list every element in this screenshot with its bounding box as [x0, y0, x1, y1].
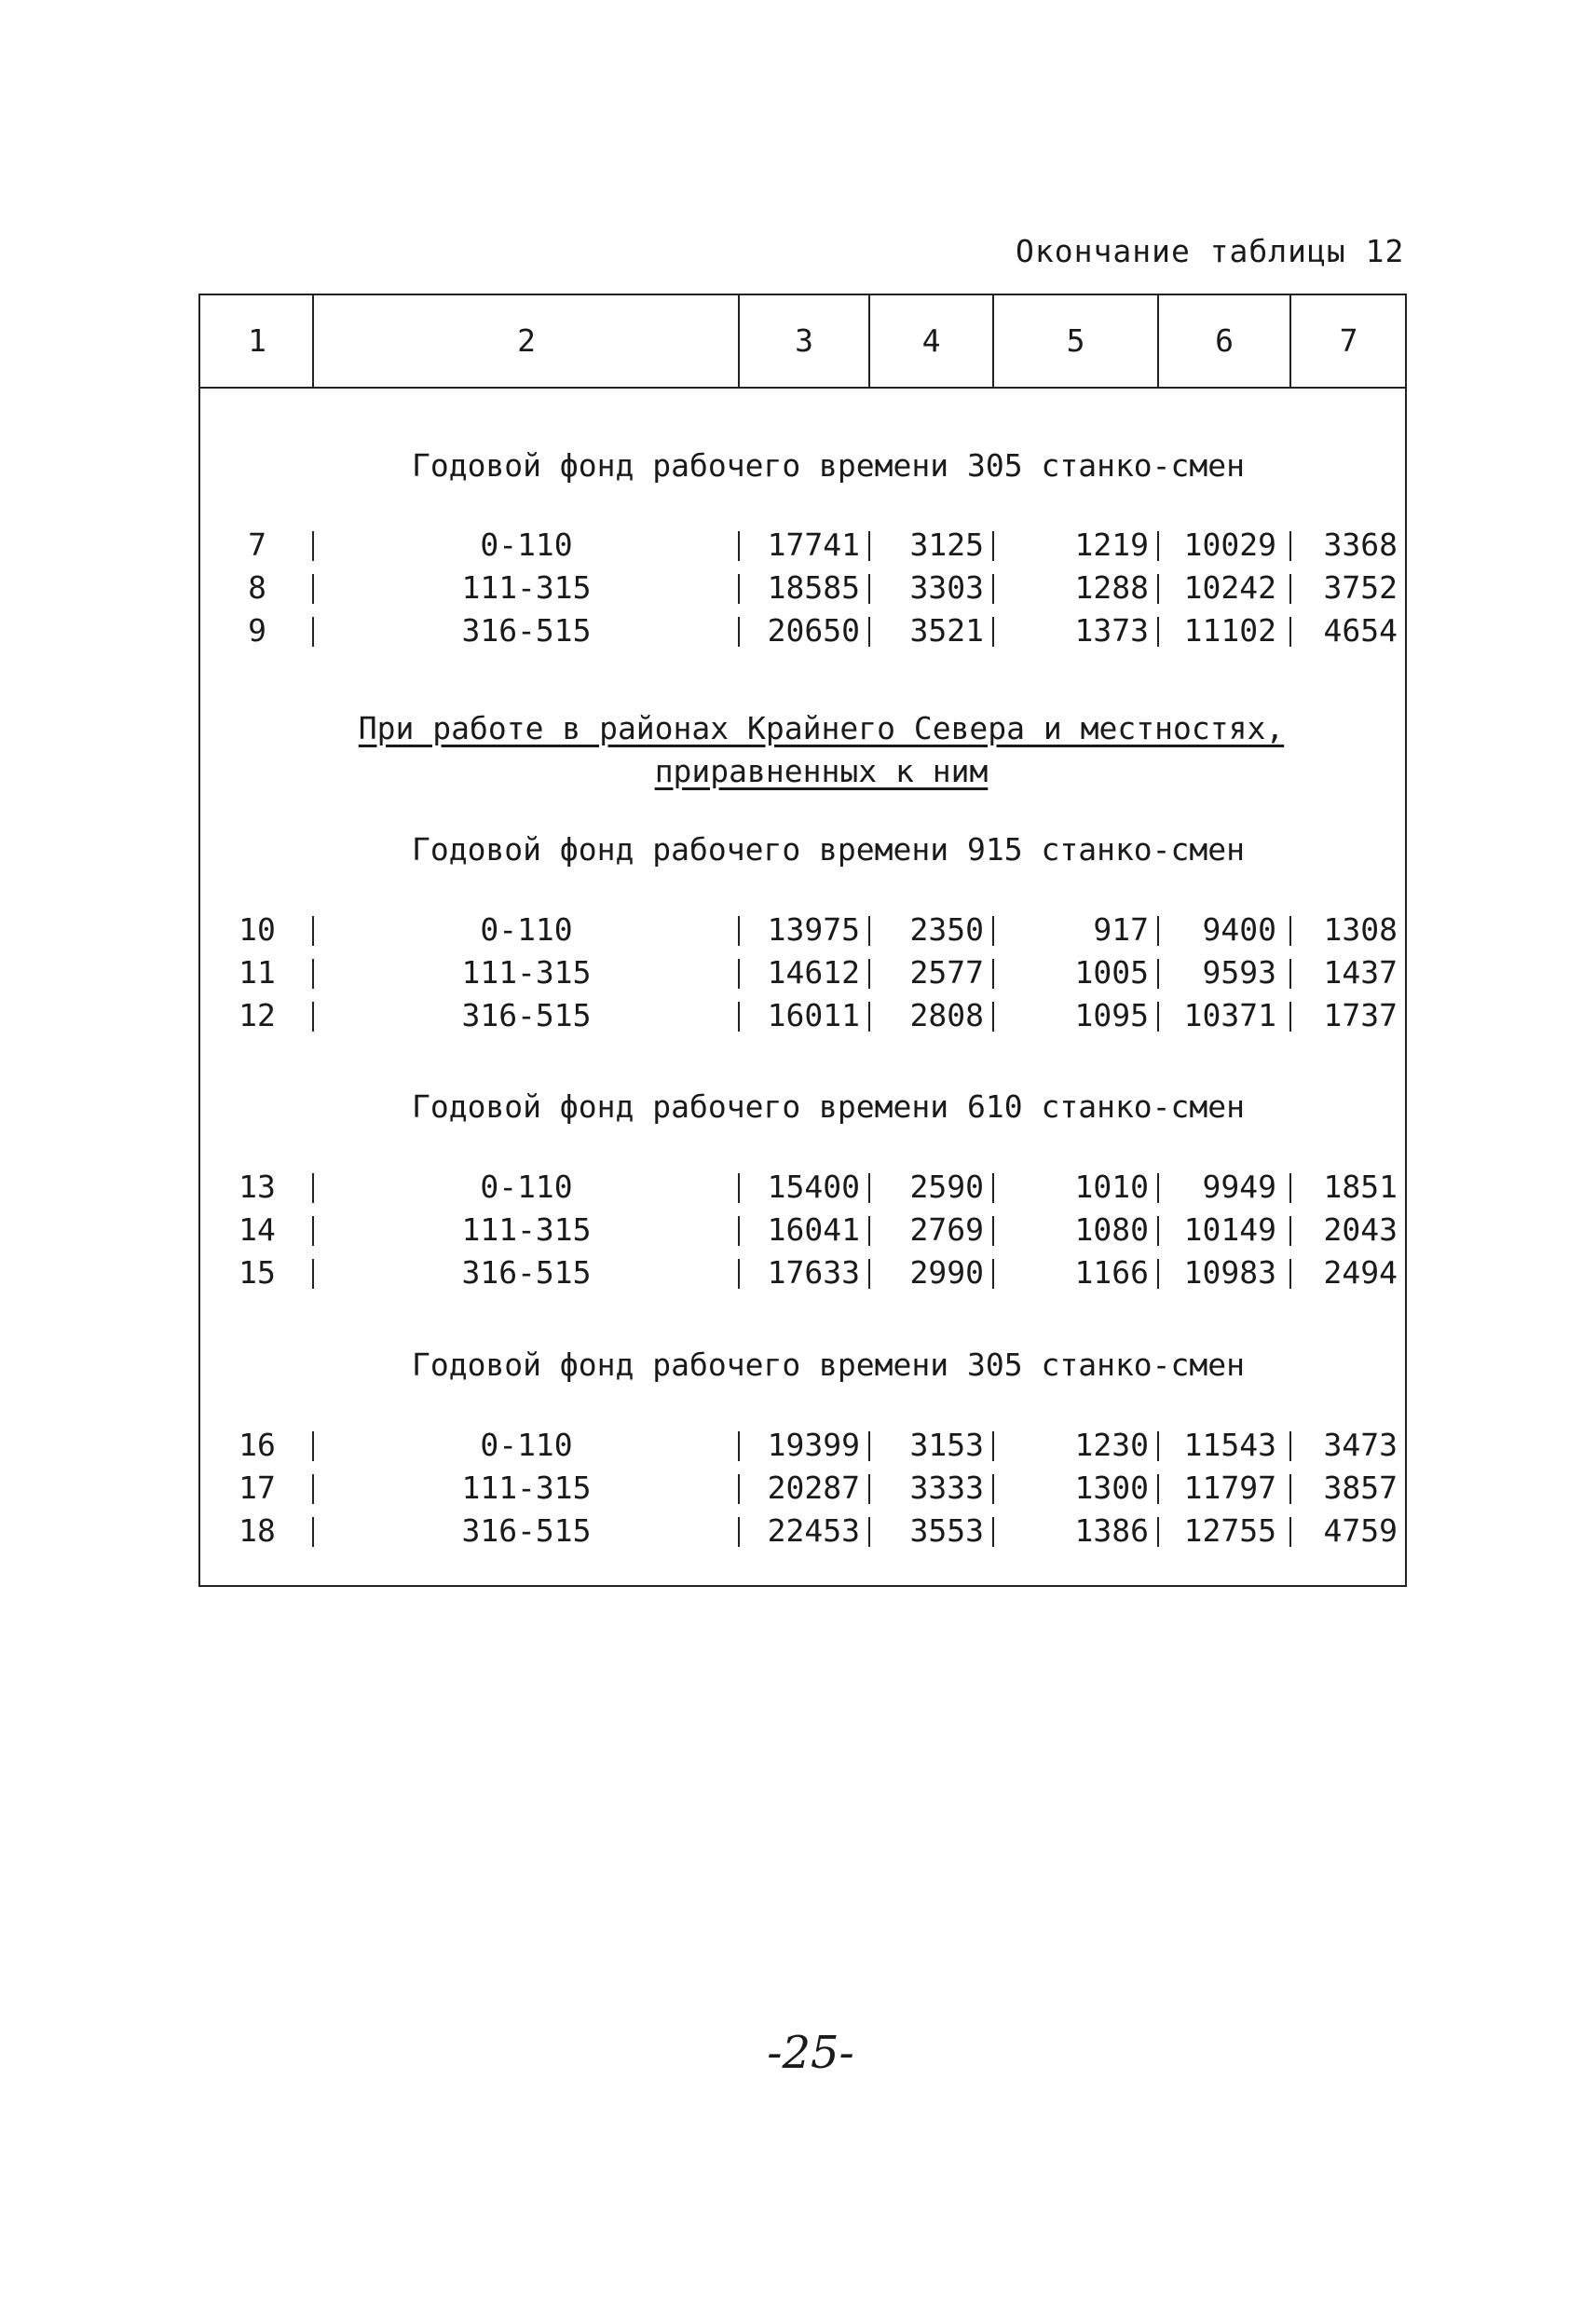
cell-value: 10371 [1183, 997, 1276, 1033]
column-header: 5 [1066, 322, 1085, 359]
cell-divider [992, 1474, 994, 1504]
cell-range: 316-515 [461, 1254, 592, 1291]
cell-divider [312, 1474, 314, 1504]
cell-value: 1373 [1074, 612, 1149, 649]
table-row [200, 1424, 1405, 1467]
data-table [198, 294, 1407, 1587]
cell-divider [738, 1216, 740, 1246]
cell-divider [868, 1173, 870, 1203]
cell-divider [1289, 531, 1291, 561]
cell-value: 2043 [1323, 1211, 1398, 1248]
cell-divider [1157, 1259, 1159, 1289]
cell-value: 1230 [1074, 1427, 1149, 1463]
column-header: 4 [921, 322, 941, 359]
cell-divider [738, 531, 740, 561]
cell-value: 2808 [909, 997, 984, 1033]
table-row [200, 951, 1405, 994]
cell-range: 316-515 [461, 997, 592, 1033]
cell-divider [992, 1431, 994, 1461]
cell-value: 14612 [767, 954, 860, 991]
cell-divider [868, 1259, 870, 1289]
cell-divider [1157, 959, 1159, 989]
cell-divider [992, 617, 994, 647]
cell-divider [312, 1173, 314, 1203]
table-row [200, 1166, 1405, 1209]
cell-value: 1288 [1074, 569, 1149, 606]
cell-divider [312, 959, 314, 989]
cell-value: 16011 [767, 997, 860, 1033]
cell-divider [1289, 916, 1291, 946]
cell-value: 15400 [767, 1169, 860, 1205]
cell-divider [1157, 1517, 1159, 1547]
cell-value: 19399 [767, 1427, 860, 1463]
cell-index: 18 [239, 1512, 276, 1549]
cell-divider [868, 1002, 870, 1032]
cell-value: 9593 [1202, 954, 1276, 991]
cell-index: 17 [239, 1470, 276, 1506]
cell-range: 0-110 [480, 1169, 573, 1205]
cell-divider [868, 916, 870, 946]
cell-value: 4654 [1323, 612, 1398, 649]
cell-value: 10242 [1183, 569, 1276, 606]
cell-value: 2590 [909, 1169, 984, 1205]
column-divider [868, 295, 870, 387]
cell-divider [738, 1259, 740, 1289]
cell-value: 2494 [1323, 1254, 1398, 1291]
cell-divider [312, 1216, 314, 1246]
section-title: Годовой фонд рабочего времени 915 станко-смен [411, 831, 1246, 868]
cell-index: 11 [239, 954, 276, 991]
cell-divider [992, 1173, 994, 1203]
cell-divider [1289, 1259, 1291, 1289]
cell-index: 12 [239, 997, 276, 1033]
cell-value: 1308 [1323, 911, 1398, 948]
cell-divider [738, 1002, 740, 1032]
cell-index: 15 [239, 1254, 276, 1291]
cell-divider [1289, 574, 1291, 604]
cell-divider [868, 1431, 870, 1461]
cell-divider [1157, 1173, 1159, 1203]
table-row [200, 1209, 1405, 1251]
table-body [200, 387, 1405, 1585]
cell-value: 2577 [909, 954, 984, 991]
cell-value: 1080 [1074, 1211, 1149, 1248]
cell-value: 12755 [1183, 1512, 1276, 1549]
cell-value: 3521 [909, 612, 984, 649]
cell-divider [312, 1259, 314, 1289]
cell-divider [738, 959, 740, 989]
cell-range: 316-515 [461, 1512, 592, 1549]
cell-divider [1157, 574, 1159, 604]
cell-divider [992, 1259, 994, 1289]
cell-value: 917 [1093, 911, 1149, 948]
column-divider [1289, 295, 1291, 387]
column-header: 1 [248, 322, 266, 359]
cell-value: 2990 [909, 1254, 984, 1291]
cell-divider [868, 574, 870, 604]
cell-divider [868, 1216, 870, 1246]
table-row [200, 609, 1405, 652]
column-header: 3 [795, 322, 813, 359]
cell-index: 13 [239, 1169, 276, 1205]
cell-divider [992, 1216, 994, 1246]
cell-divider [312, 617, 314, 647]
cell-value: 3752 [1323, 569, 1398, 606]
cell-value: 4759 [1323, 1512, 1398, 1549]
cell-value: 3368 [1323, 526, 1398, 563]
cell-divider [312, 1002, 314, 1032]
column-header: 6 [1215, 322, 1234, 359]
column-divider [1157, 295, 1159, 387]
cell-value: 18585 [767, 569, 860, 606]
cell-value: 16041 [767, 1211, 860, 1248]
cell-value: 3125 [909, 526, 984, 563]
cell-value: 1010 [1074, 1169, 1149, 1205]
cell-value: 1437 [1323, 954, 1398, 991]
cell-divider [312, 531, 314, 561]
cell-divider [1289, 1216, 1291, 1246]
cell-divider [312, 1517, 314, 1547]
cell-value: 10983 [1183, 1254, 1276, 1291]
cell-range: 111-315 [461, 954, 592, 991]
cell-index: 7 [248, 526, 266, 563]
page-number: -25- [767, 2027, 854, 2079]
cell-divider [1289, 1517, 1291, 1547]
cell-value: 1005 [1074, 954, 1149, 991]
cell-value: 1095 [1074, 997, 1149, 1033]
cell-divider [1289, 1474, 1291, 1504]
subheading-line: При работе в районах Крайнего Севера и местностях, [358, 710, 1285, 746]
cell-divider [738, 574, 740, 604]
cell-value: 3857 [1323, 1470, 1398, 1506]
cell-value: 11543 [1183, 1427, 1276, 1463]
cell-divider [992, 1517, 994, 1547]
cell-value: 3153 [909, 1427, 984, 1463]
cell-value: 3303 [909, 569, 984, 606]
cell-divider [868, 1474, 870, 1504]
cell-value: 1300 [1074, 1470, 1149, 1506]
cell-value: 1851 [1323, 1169, 1398, 1205]
cell-index: 14 [239, 1211, 276, 1248]
cell-value: 22453 [767, 1512, 860, 1549]
table-row [200, 1510, 1405, 1552]
cell-value: 17633 [767, 1254, 860, 1291]
column-divider [738, 295, 740, 387]
cell-divider [1157, 916, 1159, 946]
table-row [200, 1467, 1405, 1510]
cell-range: 111-315 [461, 1470, 592, 1506]
section-title: Годовой фонд рабочего времени 305 станко-смен [411, 447, 1246, 484]
table-row [200, 1251, 1405, 1294]
column-header: 7 [1339, 322, 1358, 359]
cell-value: 3333 [909, 1470, 984, 1506]
table-row [200, 909, 1405, 951]
cell-value: 13975 [767, 911, 860, 948]
cell-divider [1157, 1002, 1159, 1032]
table-caption: Окончание таблицы 12 [1016, 233, 1405, 269]
cell-value: 10029 [1183, 526, 1276, 563]
cell-divider [992, 959, 994, 989]
cell-divider [868, 531, 870, 561]
cell-value: 3473 [1323, 1427, 1398, 1463]
table-header-row [200, 295, 1405, 389]
cell-divider [312, 1431, 314, 1461]
cell-divider [1157, 1474, 1159, 1504]
cell-range: 111-315 [461, 1211, 592, 1248]
cell-range: 111-315 [461, 569, 592, 606]
cell-divider [992, 531, 994, 561]
cell-value: 11797 [1183, 1470, 1276, 1506]
cell-divider [1157, 617, 1159, 647]
cell-index: 10 [239, 911, 276, 948]
cell-range: 316-515 [461, 612, 592, 649]
cell-value: 20287 [767, 1470, 860, 1506]
cell-value: 9400 [1202, 911, 1276, 948]
cell-divider [868, 617, 870, 647]
cell-divider [312, 574, 314, 604]
table-row [200, 524, 1405, 567]
cell-value: 1386 [1074, 1512, 1149, 1549]
cell-divider [1157, 1431, 1159, 1461]
cell-value: 3553 [909, 1512, 984, 1549]
column-divider [312, 295, 314, 387]
table-row [200, 567, 1405, 609]
cell-range: 0-110 [480, 526, 573, 563]
subheading-line: приравненных к ним [654, 753, 989, 789]
cell-divider [992, 916, 994, 946]
cell-divider [1289, 1431, 1291, 1461]
cell-divider [1289, 617, 1291, 647]
cell-divider [738, 617, 740, 647]
column-divider [992, 295, 994, 387]
cell-value: 11102 [1183, 612, 1276, 649]
cell-divider [738, 1431, 740, 1461]
cell-divider [992, 1002, 994, 1032]
cell-divider [1289, 1002, 1291, 1032]
column-header: 2 [517, 322, 536, 359]
cell-divider [868, 959, 870, 989]
cell-value: 1737 [1323, 997, 1398, 1033]
cell-value: 20650 [767, 612, 860, 649]
cell-divider [1289, 959, 1291, 989]
cell-range: 0-110 [480, 911, 573, 948]
cell-divider [1157, 1216, 1159, 1246]
cell-index: 16 [239, 1427, 276, 1463]
cell-range: 0-110 [480, 1427, 573, 1463]
cell-divider [868, 1517, 870, 1547]
cell-value: 1219 [1074, 526, 1149, 563]
cell-value: 2769 [909, 1211, 984, 1248]
cell-divider [1289, 1173, 1291, 1203]
cell-index: 9 [248, 612, 266, 649]
cell-divider [738, 1474, 740, 1504]
cell-value: 9949 [1202, 1169, 1276, 1205]
cell-divider [738, 1517, 740, 1547]
section-title: Годовой фонд рабочего времени 305 станко-смен [411, 1347, 1246, 1383]
cell-divider [992, 574, 994, 604]
cell-value: 17741 [767, 526, 860, 563]
cell-index: 8 [248, 569, 266, 606]
table-row [200, 994, 1405, 1037]
section-title: Годовой фонд рабочего времени 610 станко-смен [411, 1088, 1246, 1125]
cell-value: 2350 [909, 911, 984, 948]
cell-value: 10149 [1183, 1211, 1276, 1248]
cell-divider [1157, 531, 1159, 561]
cell-divider [738, 1173, 740, 1203]
cell-divider [738, 916, 740, 946]
cell-divider [312, 916, 314, 946]
cell-value: 1166 [1074, 1254, 1149, 1291]
